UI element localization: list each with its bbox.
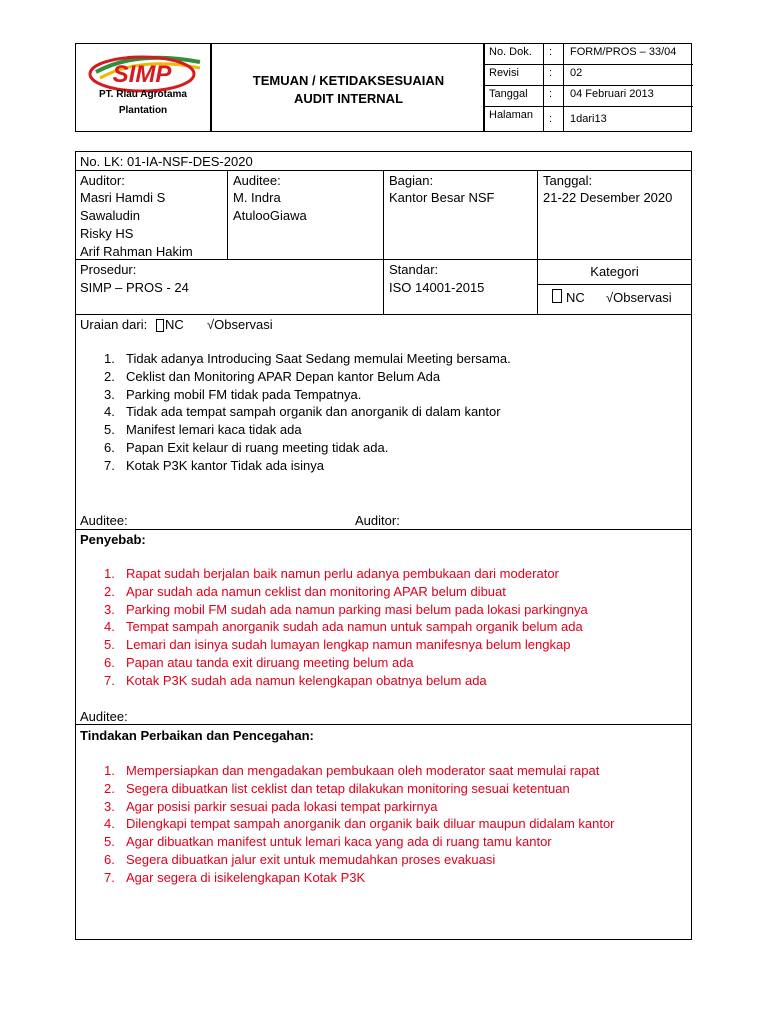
meta-colon: :: [549, 67, 553, 79]
kategori-nc: NC: [566, 290, 585, 305]
meta-colon: :: [549, 113, 553, 125]
list-item: 6. Papan atau tanda exit diruang meeting belum ada: [104, 654, 414, 670]
list-item: 2. Apar sudah ada namun ceklist dan monitoring APAR belum dibuat: [104, 583, 506, 599]
uraian-section: [75, 314, 692, 530]
kategori-cell: [537, 259, 692, 315]
prosedur-label: Prosedur:: [80, 262, 137, 277]
list-item: 3. Agar posisi parkir sesuai pada lokasi tempat parkirnya: [104, 798, 438, 814]
meta-key: Revisi: [489, 67, 519, 79]
company-name-line2: Plantation: [118, 105, 168, 116]
tanggal-cell: [537, 170, 692, 260]
list-item: 3. Parking mobil FM tidak pada Tempatnya.: [104, 386, 362, 402]
meta-key: No. Dok.: [489, 46, 532, 58]
kategori-label: Kategori: [590, 264, 639, 279]
uraian-auditor-label: Auditor:: [355, 513, 400, 528]
nc-checkbox: [156, 319, 164, 332]
list-item: 5. Manifest lemari kaca tidak ada: [104, 422, 302, 438]
form-title-cell: [211, 43, 484, 132]
lk-number-row: [75, 151, 692, 171]
company-logo-cell: [75, 43, 211, 132]
uraian-auditee-label: Auditee:: [80, 513, 128, 528]
penyebab-list: [104, 565, 588, 690]
penyebab-section: [75, 529, 692, 725]
penyebab-auditee-label: Auditee:: [80, 709, 128, 724]
auditee-name: AtulooGiawa: [233, 208, 307, 223]
standar-cell: [383, 259, 538, 315]
tindakan-list: [104, 762, 615, 887]
meta-key: Tanggal: [489, 88, 528, 100]
tanggal-value: 21-22 Desember 2020: [543, 190, 673, 205]
meta-row: [485, 65, 693, 86]
auditee-name: M. Indra: [233, 190, 281, 205]
list-item: 4. Tidak ada tempat sampah organik dan anorganik di dalam kantor: [104, 404, 501, 420]
auditor-label: Auditor:: [80, 173, 125, 188]
bagian-label: Bagian:: [389, 173, 434, 188]
meta-colon: :: [549, 46, 553, 58]
auditee-label: Auditee:: [233, 173, 281, 188]
list-item: 6. Papan Exit kelaur di ruang meeting tidak ada.: [104, 439, 389, 455]
list-item: 5. Lemari dan isinya sudah lumayan lengkap namun manifesnya belum lengkap: [104, 637, 571, 653]
standar-value: ISO 14001-2015: [389, 280, 485, 295]
list-item: 5. Agar dibuatkan manifest untuk lemari kaca yang ada di ruang tamu kantor: [104, 834, 552, 850]
bagian-value: Kantor Besar NSF: [389, 190, 495, 205]
uraian-observasi: √Observasi: [207, 317, 273, 332]
list-item: 2. Segera dibuatkan list ceklist dan tetap dilakukan monitoring sesuai ketentuan: [104, 780, 570, 796]
list-item: 3. Parking mobil FM sudah ada namun parking masi belum pada lokasi parkingnya: [104, 601, 588, 617]
form-title-line1: TEMUAN / KETIDAKSESUAIAN: [252, 73, 445, 88]
list-item: 1. Mempersiapkan dan mengadakan pembukaan oleh moderator saat memulai rapat: [104, 763, 600, 778]
list-item: 7. Kotak P3K sudah ada namun kelengkapan obatnya belum ada: [104, 672, 487, 688]
list-item: 1. Rapat sudah berjalan baik namun perlu adanya pembukaan dari moderator: [104, 566, 559, 581]
meta-row: [485, 107, 693, 133]
tindakan-label: Tindakan Perbaikan dan Pencegahan:: [80, 728, 314, 743]
list-item: 7. Kotak P3K kantor Tidak ada isinya: [104, 457, 325, 473]
auditor-name: Risky HS: [80, 226, 134, 241]
company-name-line1: PT. Riau Agrotama: [99, 89, 187, 100]
penyebab-label: Penyebab:: [80, 532, 146, 547]
kategori-observasi: √Observasi: [606, 290, 672, 305]
meta-value: FORM/PROS – 33/04: [570, 46, 677, 58]
list-item: 6. Segera dibuatkan jalur exit untuk memudahkan proses evakuasi: [104, 851, 496, 867]
meta-value: 02: [570, 67, 583, 79]
meta-colon: :: [549, 88, 553, 100]
auditor-name: Sawaludin: [80, 208, 140, 223]
meta-row: [485, 86, 693, 107]
meta-value: 1dari13: [570, 113, 607, 125]
auditor-cell: [75, 170, 228, 260]
meta-value: 04 Februari 2013: [570, 88, 654, 100]
auditee-cell: [227, 170, 384, 260]
auditor-name: Masri Hamdi S: [80, 190, 166, 205]
meta-key: Halaman: [489, 109, 534, 121]
document-meta-table: [484, 43, 692, 132]
tindakan-section: [75, 724, 692, 940]
auditor-name: Arif Rahman Hakim: [80, 244, 193, 259]
kategori-header: [538, 260, 691, 285]
uraian-nc: NC: [165, 317, 184, 332]
prosedur-value: SIMP – PROS - 24: [80, 280, 189, 295]
list-item: 2. Ceklist dan Monitoring APAR Depan kantor Belum Ada: [104, 368, 441, 384]
list-item: 1. Tidak adanya Introducing Saat Sedang memulai Meeting bersama.: [104, 351, 511, 366]
meta-row: [485, 44, 693, 65]
nc-checkbox: [552, 289, 562, 303]
tanggal-label: Tanggal:: [543, 173, 593, 188]
uraian-list: [104, 350, 511, 475]
list-item: 7. Agar segera di isikelengkapan Kotak P3K: [104, 869, 366, 885]
lk-number: No. LK: 01-IA-NSF-DES-2020: [80, 154, 253, 169]
list-item: 4. Dilengkapi tempat sampah anorganik dan organik baik diluar maupun didalam kantor: [104, 816, 615, 832]
list-item: 4. Tempat sampah anorganik sudah ada namun untuk sampah organik belum ada: [104, 619, 583, 635]
standar-label: Standar:: [389, 262, 439, 277]
bagian-cell: [383, 170, 538, 260]
prosedur-cell: [75, 259, 384, 315]
form-title-line2: AUDIT INTERNAL: [293, 91, 404, 106]
uraian-label: Uraian dari:: [80, 317, 148, 332]
logo-text: SIMP: [112, 61, 172, 88]
